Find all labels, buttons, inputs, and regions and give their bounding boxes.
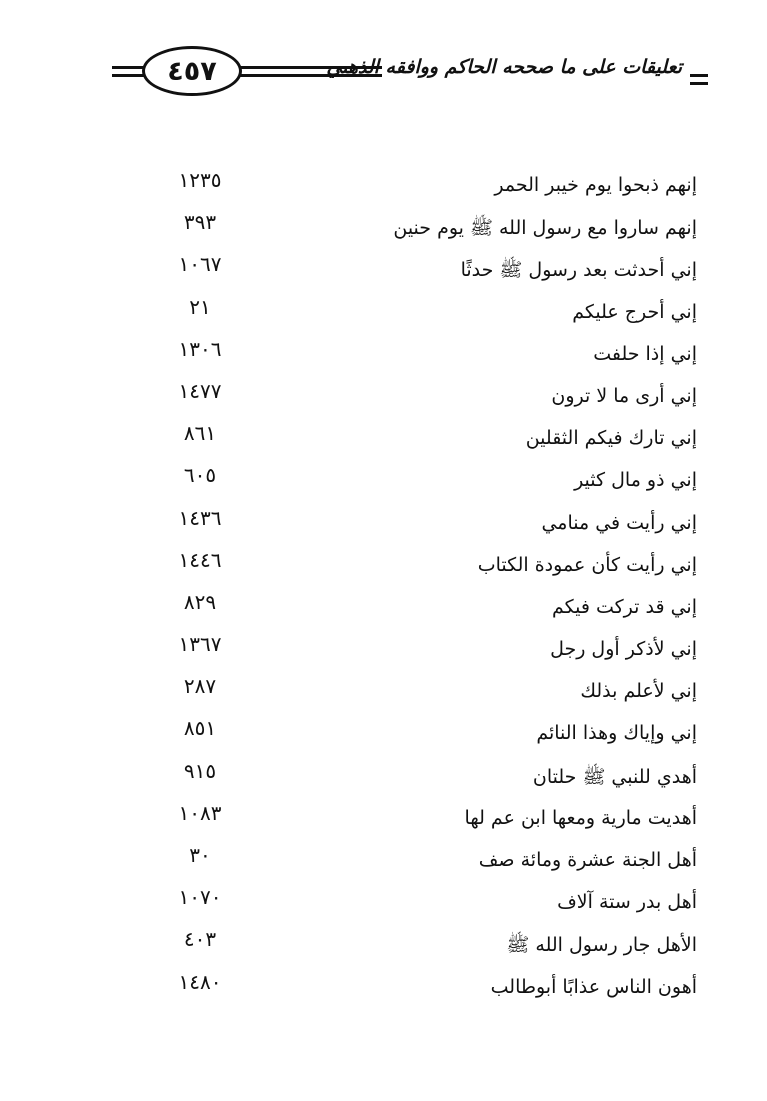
entry-text: إني ذو مال كثير	[574, 469, 697, 492]
index-entry	[0, 285, 767, 327]
index-entry	[0, 242, 767, 284]
entry-number: ١٢٣٥	[178, 168, 222, 192]
entry-text: أهون الناس عذابًا أبوطالب	[490, 975, 697, 998]
entry-text: إني أرى ما لا ترون	[551, 384, 697, 407]
entry-number: ٤٠٣	[183, 927, 217, 952]
entry-number: ١٠٨٣	[178, 800, 222, 825]
index-entry	[0, 496, 767, 538]
entry-text: إني تارك فيكم الثقلين	[525, 427, 697, 450]
index-entry	[0, 200, 767, 242]
header-rule-right-top	[690, 74, 708, 77]
entry-text: إني لأذكر أول رجل	[550, 638, 697, 661]
index-entry	[0, 706, 767, 748]
entry-text: إني قد تركت فيكم	[551, 595, 697, 618]
entry-text: إني أحرج عليكم	[572, 300, 697, 323]
entry-number: ٦٠٥	[183, 463, 217, 488]
index-entry	[0, 411, 767, 453]
entry-number: ١٤٣٦	[178, 505, 222, 530]
entry-number: ١٠٦٧	[178, 252, 222, 277]
page-number: ٤٥٧	[142, 46, 242, 96]
entry-text: إني رأيت كأن عمودة الكتاب	[477, 553, 697, 576]
entry-text: أهدي للنبي ﷺ حلتان	[532, 765, 697, 788]
entry-number: ٣٩٣	[183, 210, 217, 235]
index-entry	[0, 875, 767, 917]
entry-number: ٢١	[189, 294, 211, 319]
index-entry	[0, 538, 767, 580]
entry-number: ٢٨٧	[183, 674, 217, 699]
entry-number: ١٣٠٦	[178, 336, 222, 361]
entry-text: أهديت مارية ومعها ابن عم لها	[464, 806, 697, 829]
index-entry	[0, 960, 767, 1002]
index-entry	[0, 158, 767, 200]
entry-number: ١٤٧٧	[178, 378, 222, 403]
entry-number: ٨٢٩	[183, 589, 217, 614]
index-entry	[0, 580, 767, 622]
entry-text: أهل بدر ستة آلاف	[557, 891, 697, 914]
index-entry	[0, 327, 767, 369]
page-header	[112, 44, 708, 104]
entry-number: ١٤٨٠	[178, 969, 222, 994]
index-entry	[0, 622, 767, 664]
entry-number: ٣٠	[189, 843, 211, 867]
entry-text: إني أحدثت بعد رسول ﷺ حدثًا	[460, 259, 697, 282]
running-title: تعليقات على ما صححه الحاكم ووافقه الذهبي	[326, 56, 682, 78]
entry-number: ١٤٤٦	[178, 547, 222, 572]
entry-text: إني وإياك وهذا النائم	[536, 722, 697, 745]
index-list	[0, 158, 767, 1002]
entry-number: ٨٥١	[183, 716, 217, 741]
entry-number: ٩١٥	[183, 758, 217, 783]
entry-text: الأهل جار رسول الله ﷺ	[506, 934, 697, 957]
index-entry	[0, 833, 767, 875]
entry-text: إنهم ساروا مع رسول الله ﷺ يوم حنين	[393, 217, 697, 240]
entry-number: ١٠٧٠	[178, 885, 222, 910]
entry-text: إني رأيت في منامي	[541, 511, 697, 534]
entry-number: ١٣٦٧	[178, 632, 222, 657]
entry-number: ٨٦١	[183, 421, 217, 446]
entry-text: أهل الجنة عشرة ومائة صف	[478, 849, 697, 871]
entry-text: إني إذا حلفت	[593, 342, 697, 365]
header-rule-right-bottom	[690, 82, 708, 85]
index-entry	[0, 917, 767, 959]
index-entry	[0, 749, 767, 791]
index-entry	[0, 791, 767, 833]
index-entry	[0, 369, 767, 411]
entry-text: إني لأعلم بذلك	[580, 680, 697, 703]
entry-text: إنهم ذبحوا يوم خيبر الحمر	[494, 174, 697, 196]
index-entry	[0, 664, 767, 706]
index-entry	[0, 453, 767, 495]
